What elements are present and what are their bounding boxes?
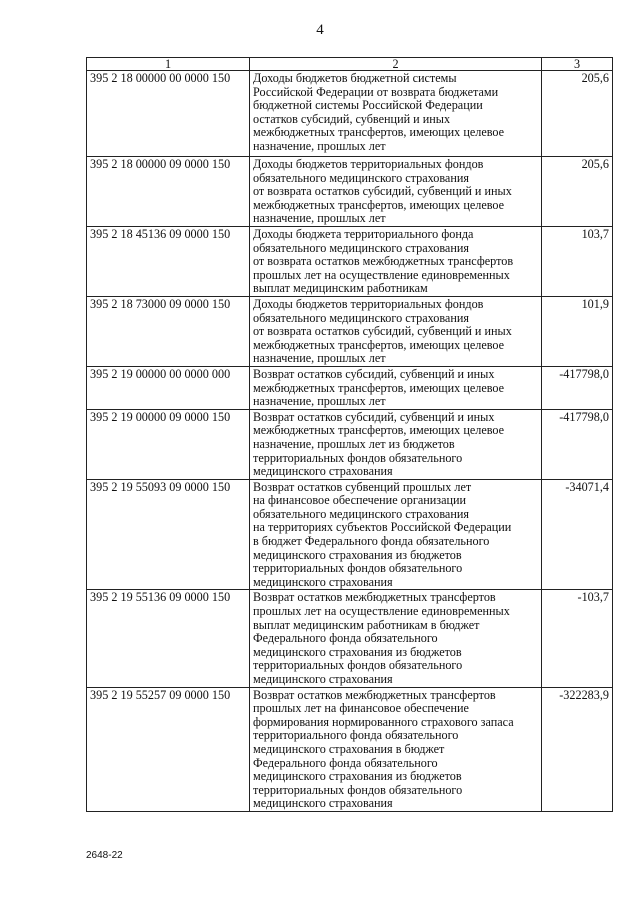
budget-code: 395 2 19 55093 09 0000 150	[87, 479, 250, 590]
amount: 205,6	[542, 71, 613, 157]
table-row	[87, 296, 613, 366]
table-row	[87, 479, 613, 590]
income-description: Возврат остатков субвенций прошлых лет на финансовое обеспечение организации обязательного медицинского страхования на территориях субъектов Российской Федерации в бюджет Федерального фонда обязательного медицинского страхования из бюджетов территориальных фондов обязательного медицинского страхования	[250, 479, 542, 590]
page-number: 4	[316, 22, 324, 38]
table-row	[87, 71, 613, 157]
table-row	[87, 590, 613, 687]
header-row	[87, 58, 613, 71]
table-row	[87, 227, 613, 297]
amount: -322283,9	[542, 687, 613, 811]
budget-table	[86, 57, 613, 812]
amount: -103,7	[542, 590, 613, 687]
amount: 103,7	[542, 227, 613, 297]
amount: 101,9	[542, 296, 613, 366]
table-row	[87, 366, 613, 409]
amount: -417798,0	[542, 366, 613, 409]
income-description: Доходы бюджетов бюджетной системы Российской Федерации от возврата бюджетами бюджетной системы Российской Федерации остатков субсидий, субвенций и иных межбюджетных трансфертов, имеющих целевое назначение, прошлых лет	[250, 71, 542, 157]
budget-code: 395 2 19 00000 09 0000 150	[87, 409, 250, 479]
budget-code: 395 2 19 55257 09 0000 150	[87, 687, 250, 811]
budget-code: 395 2 19 00000 00 0000 000	[87, 366, 250, 409]
document-code: 2648-22	[86, 850, 123, 861]
income-description: Возврат остатков субсидий, субвенций и иных межбюджетных трансфертов, имеющих целевое назначение, прошлых лет из бюджетов территориальных фондов обязательного медицинского страхования	[250, 409, 542, 479]
income-description: Возврат остатков межбюджетных трансфертов прошлых лет на финансовое обеспечение формирования нормированного страхового запаса территориального фонда обязательного медицинского страхования в бюджет Федерального фонда обязательного медицинского страхования из бюджетов территориальных фондов обязательного медицинского страхования	[250, 687, 542, 811]
table-row	[87, 687, 613, 811]
amount: -417798,0	[542, 409, 613, 479]
budget-code: 395 2 18 73000 09 0000 150	[87, 296, 250, 366]
table-header	[87, 58, 613, 71]
budget-code: 395 2 18 00000 09 0000 150	[87, 157, 250, 227]
budget-code: 395 2 18 45136 09 0000 150	[87, 227, 250, 297]
income-description: Доходы бюджета территориального фонда обязательного медицинского страхования от возврата остатков межбюджетных трансфертов прошлых лет на осуществление единовременных выплат медицинским работникам	[250, 227, 542, 297]
amount: -34071,4	[542, 479, 613, 590]
table-body	[87, 71, 613, 812]
header-col-2: 2	[250, 58, 542, 71]
income-description: Возврат остатков межбюджетных трансфертов прошлых лет на осуществление единовременных выплат медицинским работникам в бюджет Федерального фонда обязательного медицинского страхования из бюджетов территориальных фондов обязательного медицинского страхования	[250, 590, 542, 687]
budget-code: 395 2 19 55136 09 0000 150	[87, 590, 250, 687]
table-row	[87, 409, 613, 479]
amount: 205,6	[542, 157, 613, 227]
header-col-3: 3	[542, 58, 613, 71]
budget-code: 395 2 18 00000 00 0000 150	[87, 71, 250, 157]
income-description: Доходы бюджетов территориальных фондов обязательного медицинского страхования от возврата остатков субсидий, субвенций и иных межбюджетных трансфертов, имеющих целевое назначение, прошлых лет	[250, 157, 542, 227]
header-col-1: 1	[87, 58, 250, 71]
income-description: Доходы бюджетов территориальных фондов обязательного медицинского страхования от возврата остатков субсидий, субвенций и иных межбюджетных трансфертов, имеющих целевое назначение, прошлых лет	[250, 296, 542, 366]
income-description: Возврат остатков субсидий, субвенций и иных межбюджетных трансфертов, имеющих целевое назначение, прошлых лет	[250, 366, 542, 409]
table-row	[87, 157, 613, 227]
